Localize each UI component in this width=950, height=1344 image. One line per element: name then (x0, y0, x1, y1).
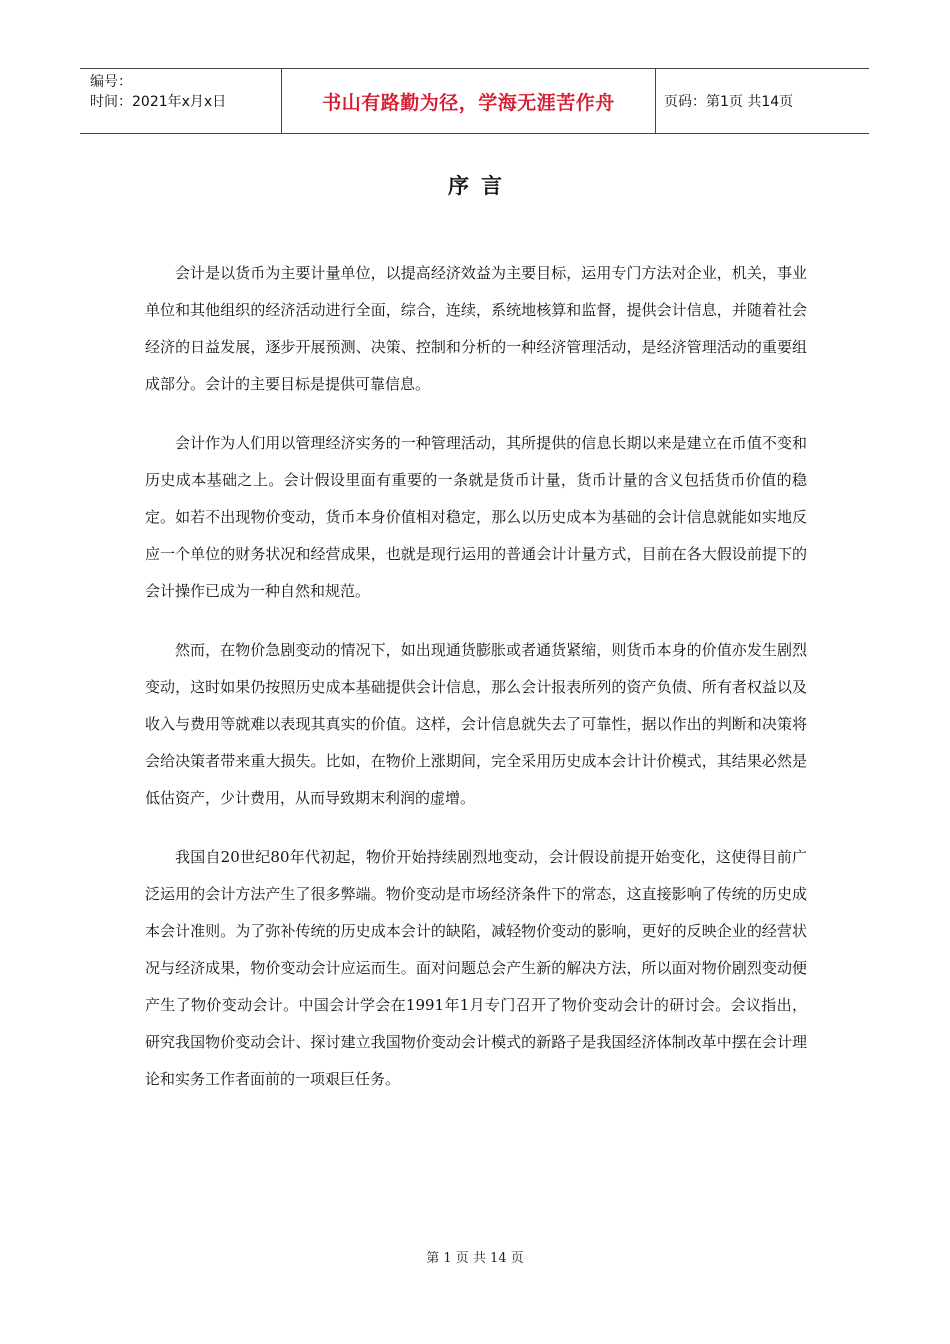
header-motto: 书山有路勤为径，学海无涯苦作舟 (282, 69, 656, 133)
body-paragraph: 会计作为人们用以管理经济实务的一种管理活动，其所提供的信息长期以来是建立在币值不变和历史成本基础之上。会计假设里面有重要的一条就是货币计量，货币计量的含义包括货币价值的稳定。如若不出现物价变动，货币本身价值相对稳定，那么以历史成本为基础的会计信息就能如实地反应一个单位的财务状况和经营成果，也就是现行运用的普通会计计量方式，目前在各大假设前提下的会计操作已成为一种自然和规范。 (145, 434, 807, 600)
body-paragraph: 然而，在物价急剧变动的情况下，如出现通货膨胀或者通货紧缩，则货币本身的价值亦发生剧烈变动，这时如果仍按照历史成本基础提供会计信息，那么会计报表所列的资产负债、所有者权益以及收入与费用等就难以表现其真实的价值。这样，会计信息就失去了可靠性，据以作出的判断和决策将会给决策者带来重大损失。比如，在物价上涨期间，完全采用历史成本会计计价模式，其结果必然是低估资产，少计费用，从而导致期末利润的虚增。 (145, 641, 807, 807)
body-paragraph: 会计是以货币为主要计量单位，以提高经济效益为主要目标，运用专门方法对企业，机关，事业单位和其他组织的经济活动进行全面，综合，连续，系统地核算和监督，提供会计信息，并随着社会经济的日益发展，逐步开展预测、决策、控制和分析的一种经济管理活动，是经济管理活动的重要组成部分。会计的主要目标是提供可靠信息。 (145, 264, 807, 393)
document-number-label: 编号： (90, 74, 132, 90)
header-page-info: 页码：第1页 共14页 (664, 94, 794, 110)
document-header (80, 68, 869, 134)
header-meta (80, 69, 282, 133)
body-paragraph: 我国自20世纪80年代初起，物价开始持续剧烈地变动，会计假设前提开始变化，这使得目前广泛运用的会计方法产生了很多弊端。物价变动是市场经济条件下的常态，这直接影响了传统的历史成本会计准则。为了弥补传统的历史成本会计的缺陷，减轻物价变动的影响，更好的反映企业的经营状况与经济成果，物价变动会计应运而生。面对问题总会产生新的解决方法，所以面对物价剧烈变动便产生了物价变动会计。中国会计学会在1991年1月专门召开了物价变动会计的研讨会。会议指出，研究我国物价变动会计、探讨建立我国物价变动会计模式的新路子是我国经济体制改革中摆在会计理论和实务工作者面前的一项艰巨任务。 (145, 848, 807, 1088)
document-date-label: 时间：2021年x月x日 (90, 94, 227, 110)
document-body (145, 255, 807, 1120)
page-title: 序言 (448, 173, 514, 198)
page-footer: 第 1 页 共 14 页 (426, 1251, 524, 1266)
